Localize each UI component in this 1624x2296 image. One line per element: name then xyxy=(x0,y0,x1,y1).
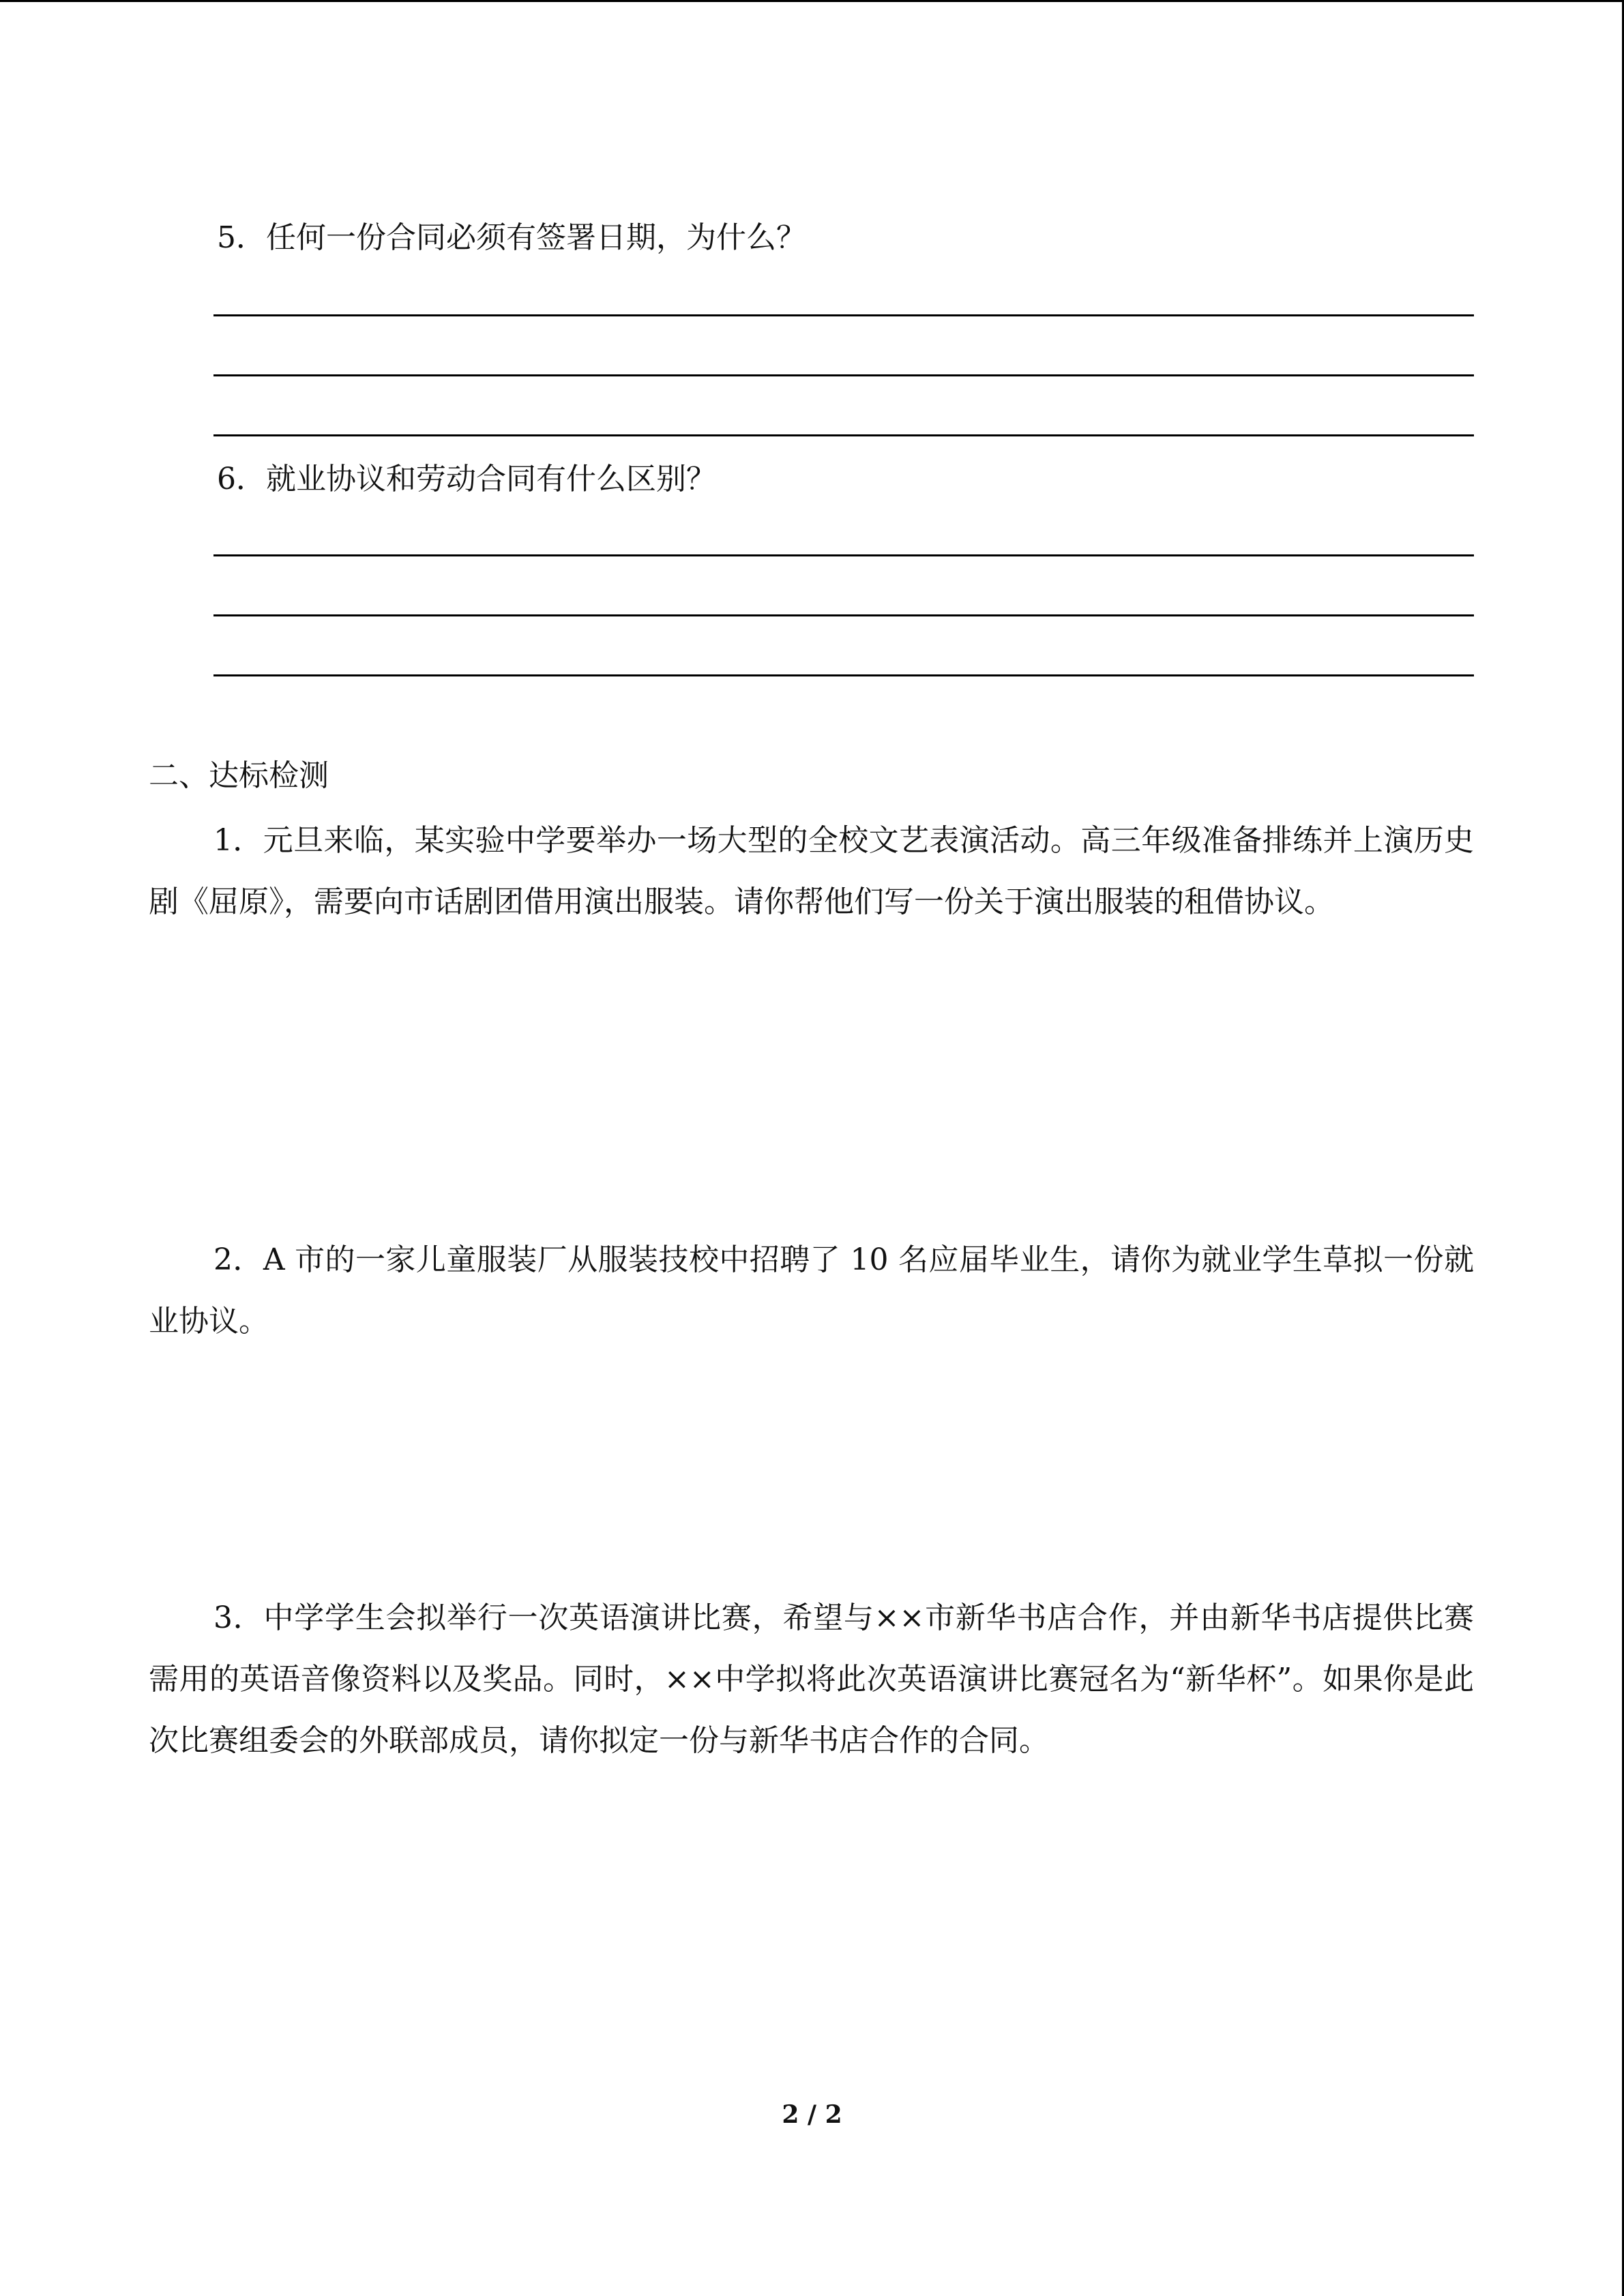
question-6: 6．就业协议和劳动合同有什么区别？ xyxy=(217,462,716,496)
answer-line xyxy=(213,314,1474,316)
task-paragraph: 2．A 市的一家儿童服装厂从服装技校中招聘了 10 名应届毕业生，请你为就业学生草拟一份就业协议。 xyxy=(149,1242,1474,1339)
question-5: 5．任何一份合同必须有签署日期，为什么？ xyxy=(217,220,806,255)
task-paragraph: 3．中学学生会拟举行一次英语演讲比赛，希望与××市新华书店合作，并由新华书店提供比赛需用的英语音像资料以及奖品。同时，××中学拟将此次英语演讲比赛冠名为“新华杯”。如果你是此次比赛组委会的外联部成员，请你拟定一份与新华书店合作的合同。 xyxy=(149,1600,1474,1758)
task-paragraph: 1．元旦来临，某实验中学要举办一场大型的全校文艺表演活动。高三年级准备排练并上演历史剧《屈原》，需要向市话剧团借用演出服装。请你帮他们写一份关于演出服装的租借协议。 xyxy=(149,823,1474,919)
answer-line xyxy=(213,374,1474,376)
section-title: 二、达标检测 xyxy=(149,758,329,793)
answer-line xyxy=(213,614,1474,616)
page-number: 2 / 2 xyxy=(782,2100,842,2129)
answer-line xyxy=(213,554,1474,556)
answer-line xyxy=(213,674,1474,676)
answer-line xyxy=(213,434,1474,436)
